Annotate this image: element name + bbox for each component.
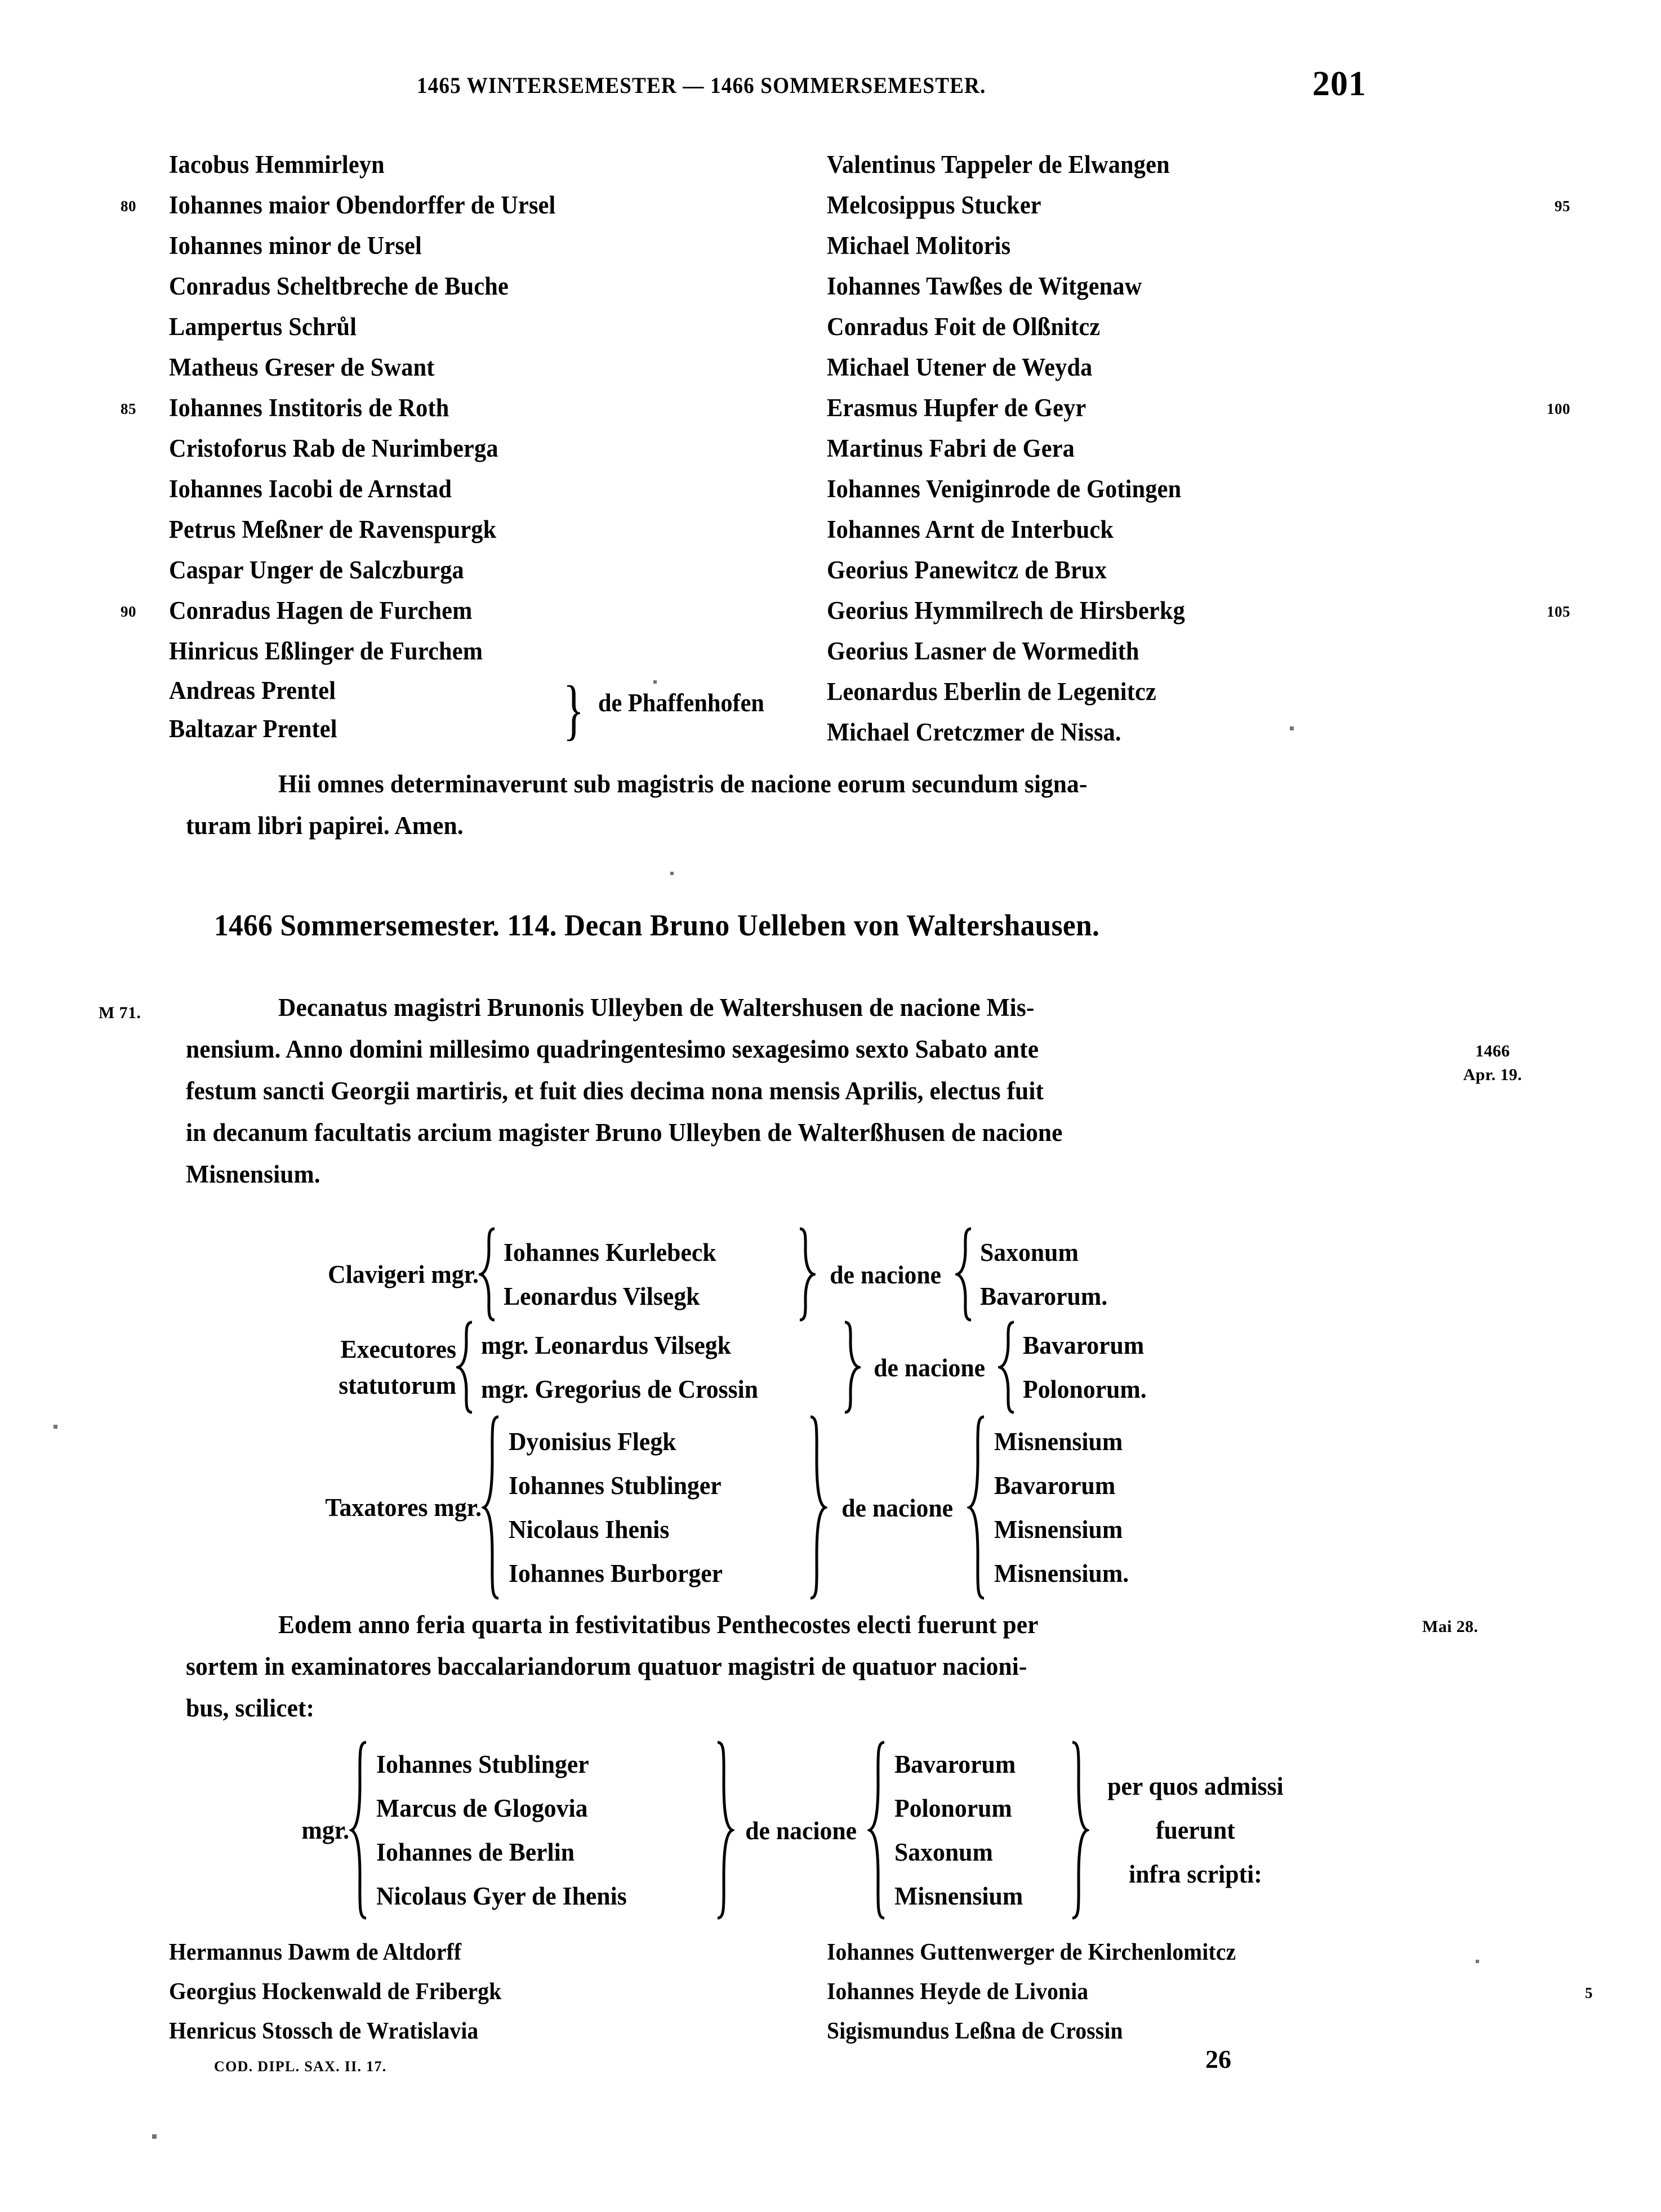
line-number: 100	[1547, 400, 1570, 417]
entry-name: Iohannes Iacobi de Arnstad	[169, 475, 452, 503]
entry-name: Sigismundus Leßna de Crossin	[827, 2018, 1123, 2044]
list-item	[827, 347, 1475, 387]
list-item	[827, 509, 1475, 550]
list-item	[169, 1933, 805, 1972]
section-heading: 1466 Sommersemester. 114. Decan Bruno Uelleben von Waltershausen.	[214, 908, 1100, 942]
entry-name: Lampertus Schrůl	[169, 313, 357, 341]
list-item	[169, 469, 805, 509]
entry-name: Cristoforus Rab de Nurimberga	[169, 434, 498, 462]
list-item	[169, 2012, 805, 2051]
officer-name: mgr. Leonardus Vilsegk	[481, 1331, 731, 1359]
examiner-name: Iohannes de Berlin	[376, 1838, 575, 1866]
left-curly-brace-icon	[482, 1415, 502, 1600]
list-item	[121, 387, 805, 428]
list-item	[169, 266, 805, 306]
scan-speck	[1476, 1960, 1479, 1963]
running-head	[0, 65, 1661, 106]
examiner-nation: Saxonum	[894, 1838, 994, 1866]
trailing-line: per quos admissi	[1107, 1772, 1284, 1800]
braced-name-pair	[169, 671, 805, 752]
paragraph-line: turam libri papirei. Amen.	[186, 811, 464, 840]
officer-name: mgr. Gregorius de Crossin	[481, 1375, 759, 1403]
examiner-name: Marcus de Glogovia	[376, 1794, 588, 1822]
list-item	[169, 144, 805, 185]
entry-name: Iohannes Heyde de Livonia	[827, 1979, 1089, 2005]
margin-note-manuscript: M 71.	[99, 1004, 141, 1022]
officer-nations	[980, 1230, 1114, 1318]
entry-name: Iacobus Hemmirleyn	[169, 150, 385, 179]
examiner-name: Nicolaus Gyer de Ihenis	[376, 1881, 627, 1910]
running-head-title: 1465 WINTERSEMESTER — 1466 SOMMERSEMESTER.	[417, 73, 986, 98]
paragraph-line: Hii omnes determinaverunt sub magistris de nacione eorum secundum signa-	[278, 770, 1088, 798]
paragraph-line: bus, scilicet:	[186, 1694, 315, 1722]
entry-name: Henricus Stossch de Wratislavia	[169, 2018, 479, 2044]
entry-name: Melcosippus Stucker	[827, 191, 1041, 219]
officer-names	[481, 1323, 841, 1411]
entry-name: Petrus Meßner de Ravenspurgk	[169, 515, 497, 543]
entry-name: Iohannes Arnt de Interbuck	[827, 515, 1114, 543]
officer-label-line: Taxatores mgr.	[325, 1493, 482, 1522]
trailing-line: infra scripti:	[1129, 1859, 1263, 1888]
officer-group-executores	[265, 1320, 1154, 1415]
officer-name: Iohannes Kurlebeck	[504, 1238, 716, 1266]
bottom-list-right-column	[827, 1933, 1593, 2051]
right-curly-brace-icon	[807, 1415, 827, 1600]
officer-nation: Misnensium	[994, 1515, 1123, 1544]
examiner-names	[376, 1742, 714, 1918]
margin-note-date-day: Apr. 19.	[1463, 1065, 1522, 1084]
list-item	[827, 266, 1475, 306]
list-item	[827, 144, 1475, 185]
list-item	[827, 306, 1475, 347]
officer-group-label	[275, 1256, 479, 1292]
examiners-connector: de nacione	[745, 1816, 857, 1845]
officer-group-label	[274, 1331, 456, 1403]
list-item	[169, 550, 805, 590]
officer-label-line: Clavigeri mgr.	[328, 1260, 479, 1288]
entry-name: Matheus Greser de Swant	[169, 353, 435, 381]
paragraph-line: nensium. Anno domini millesimo quadringentesimo sexagesimo sexto Sabato ante	[186, 1035, 1039, 1063]
list-item	[121, 185, 805, 225]
officer-names	[509, 1420, 807, 1595]
left-curly-brace-icon	[456, 1320, 475, 1415]
line-number: 90	[121, 603, 136, 620]
entry-name: Erasmus Hupfer de Geyr	[827, 394, 1086, 422]
officer-group-label	[268, 1489, 482, 1526]
list-item	[827, 2012, 1475, 2051]
list-item	[169, 347, 805, 387]
paragraph-line: sortem in examinatores baccalariandorum quatuor magistri de quatuor nacioni-	[186, 1652, 1027, 1680]
footer-signature-number: 26	[1205, 2045, 1231, 2073]
left-curly-brace-icon	[349, 1740, 369, 1920]
scan-speck	[653, 680, 657, 684]
officer-nation: Misnensium	[994, 1427, 1123, 1456]
name-list-left-column	[121, 144, 805, 752]
list-item	[827, 1972, 1593, 2012]
examiners-group	[256, 1740, 1288, 1920]
officer-name: Iohannes Stublinger	[509, 1471, 722, 1500]
footer-source-note: COD. DIPL. SAX. II. 17.	[214, 2058, 387, 2075]
entry-name: Iohannes minor de Ursel	[169, 231, 422, 260]
paragraph-line: Misnensium.	[186, 1160, 320, 1188]
entry-name: Iohannes maior Obendorffer de Ursel	[169, 191, 556, 219]
entry-name: Michael Cretczmer de Nissa.	[827, 718, 1121, 746]
examiner-nation: Polonorum	[894, 1794, 1013, 1822]
list-item	[169, 225, 805, 266]
left-curly-brace-icon	[967, 1415, 987, 1600]
entry-name: Georius Hymmilrech de Hirsberkg	[827, 596, 1185, 625]
list-item	[827, 712, 1475, 752]
officer-group-connector: de nacione	[830, 1260, 942, 1289]
right-curly-brace-icon	[1069, 1740, 1089, 1920]
entry-name: Georius Panewitcz de Brux	[827, 556, 1107, 584]
officer-name: Dyonisius Flegk	[509, 1427, 676, 1456]
list-item	[827, 590, 1570, 631]
line-number: 95	[1555, 198, 1570, 215]
officer-nation: Misnensium.	[994, 1559, 1129, 1587]
paragraph-line: in decanum facultatis arcium magister Bruno Ulleyben de Walterßhusen de nacione	[186, 1118, 1063, 1147]
list-item	[827, 631, 1475, 671]
officer-nation: Bavarorum	[994, 1471, 1116, 1500]
officer-group-connector: de nacione	[841, 1493, 954, 1522]
entry-name: Michael Utener de Weyda	[827, 353, 1093, 381]
scan-speck	[670, 872, 674, 875]
line-number: 5	[1585, 1984, 1593, 2001]
examiner-nations	[894, 1742, 1069, 1918]
closing-paragraph	[186, 763, 1481, 846]
list-item	[169, 1972, 805, 2012]
officer-name: Nicolaus Ihenis	[509, 1515, 670, 1544]
margin-note-date-mai: Mai 28.	[1422, 1617, 1479, 1636]
list-item	[827, 1933, 1475, 1972]
eodem-paragraph	[186, 1604, 1453, 1729]
right-curly-brace-icon	[714, 1740, 734, 1920]
list-item	[169, 631, 805, 671]
officer-name: Iohannes Burborger	[509, 1559, 723, 1587]
trailing-line: fuerunt	[1156, 1816, 1236, 1844]
officer-label-line: statutorum	[339, 1371, 456, 1399]
officer-nations	[1023, 1323, 1153, 1411]
list-item	[827, 428, 1475, 469]
examiner-name: Iohannes Stublinger	[376, 1750, 589, 1778]
entry-name: Conradus Hagen de Furchem	[169, 596, 473, 625]
list-item	[827, 387, 1570, 428]
entry-name: Georgius Hockenwald de Fribergk	[169, 1979, 502, 2005]
officer-group-taxatores	[256, 1415, 1136, 1600]
entry-name: Iohannes Veniginrode de Gotingen	[827, 475, 1182, 503]
list-item	[121, 590, 805, 631]
bottom-list-left-column	[169, 1933, 805, 2051]
name-list-right-column	[827, 144, 1570, 752]
entry-name: Leonardus Eberlin de Legenitcz	[827, 677, 1156, 706]
officer-label-line: Executores	[340, 1335, 456, 1363]
officer-group-clavigeri	[265, 1227, 1114, 1322]
line-number: 105	[1547, 603, 1570, 620]
officer-group-connector: de nacione	[874, 1353, 986, 1382]
line-number: 80	[121, 198, 136, 215]
paragraph-line: Eodem anno feria quarta in festivitatibus Penthecostes electi fuerunt per	[278, 1611, 1039, 1639]
officer-nation: Polonorum.	[1023, 1375, 1147, 1403]
list-item	[169, 509, 805, 550]
right-curly-brace-icon	[796, 1227, 816, 1322]
entry-name: Valentinus Tappeler de Elwangen	[827, 150, 1170, 179]
officer-nations	[994, 1420, 1136, 1595]
list-item	[169, 306, 805, 347]
list-item	[827, 225, 1475, 266]
left-curly-brace-icon	[998, 1320, 1017, 1415]
entry-name: Hermannus Dawm de Altdorff	[169, 1939, 462, 1965]
entry-name: Caspar Unger de Salczburga	[169, 556, 464, 584]
examiners-label: mgr.	[301, 1816, 349, 1844]
brace-label: de Phaffenhofen	[598, 689, 764, 717]
decanatus-paragraph	[186, 987, 1481, 1195]
left-curly-brace-icon	[955, 1227, 974, 1322]
list-item	[827, 671, 1475, 712]
entry-name: Conradus Scheltbreche de Buche	[169, 272, 509, 300]
list-item	[827, 550, 1475, 590]
left-curly-brace-icon	[867, 1740, 888, 1920]
officer-nation: Saxonum	[980, 1238, 1079, 1266]
paragraph-line: Decanatus magistri Brunonis Ulleyben de Waltershusen de nacione Mis-	[278, 993, 1035, 1022]
entry-name: Conradus Foit de Olßnitcz	[827, 313, 1101, 341]
scan-speck	[152, 2134, 157, 2139]
officer-name: Leonardus Vilsegk	[504, 1282, 700, 1310]
line-number: 85	[121, 400, 136, 417]
entry-name: Michael Molitoris	[827, 231, 1011, 260]
list-item	[169, 428, 805, 469]
officer-nation: Bavarorum	[1023, 1331, 1145, 1359]
left-curly-brace-icon	[479, 1227, 498, 1322]
right-curly-brace-icon: }	[563, 671, 584, 747]
entry-name: Iohannes Guttenwerger de Kirchenlomitcz	[827, 1939, 1236, 1965]
examiner-nation: Bavarorum	[894, 1750, 1016, 1778]
entry-name: Andreas Prentel	[169, 676, 336, 704]
entry-name: Iohannes Institoris de Roth	[169, 394, 449, 422]
examiners-trailing-text	[1103, 1764, 1288, 1896]
scan-speck	[54, 1425, 57, 1429]
entry-name: Iohannes Tawßes de Witgenaw	[827, 272, 1142, 300]
entry-name: Baltazar Prentel	[169, 715, 337, 743]
list-item	[827, 185, 1570, 225]
page-number: 201	[1312, 65, 1366, 103]
officer-names	[504, 1230, 796, 1318]
entry-name: Martinus Fabri de Gera	[827, 434, 1075, 462]
paragraph-line: festum sancti Georgii martiris, et fuit dies decima nona mensis Aprilis, electus fuit	[186, 1077, 1044, 1105]
examiner-nation: Misnensium	[894, 1881, 1023, 1910]
entry-name: Hinricus Eßlinger de Furchem	[169, 637, 483, 665]
margin-note-date-year: 1466	[1475, 1042, 1510, 1060]
entry-name: Georius Lasner de Wormedith	[827, 637, 1139, 665]
scan-speck	[1290, 726, 1294, 730]
officer-nation: Bavarorum.	[980, 1282, 1108, 1310]
list-item	[827, 469, 1475, 509]
right-curly-brace-icon	[841, 1320, 861, 1415]
